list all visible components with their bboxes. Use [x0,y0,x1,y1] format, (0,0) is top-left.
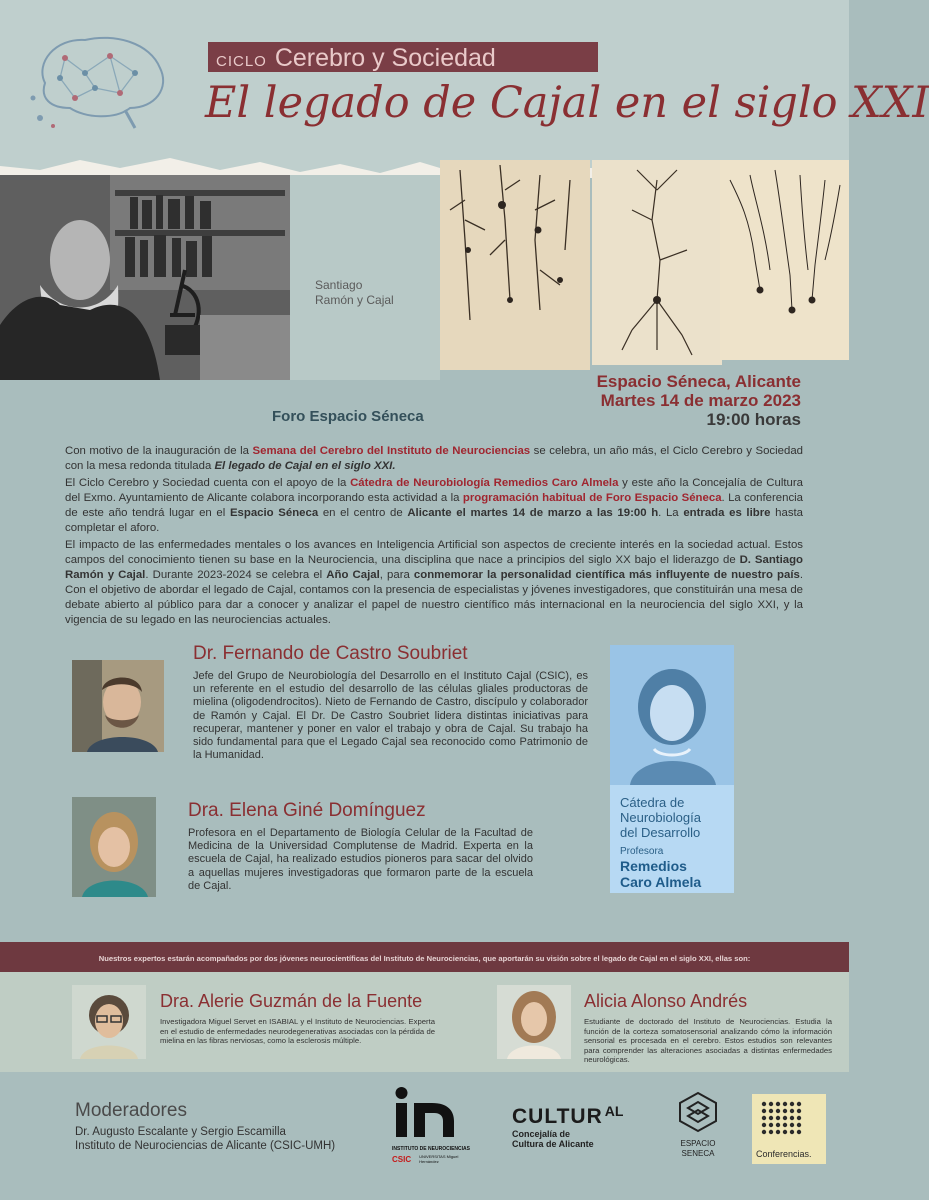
chair-title [620,795,701,840]
brain-network-icon [25,28,175,133]
chair-photo [610,645,734,785]
speaker-photo-fernando [72,660,164,752]
page-title: El legado de Cajal en el siglo XXI [205,78,929,128]
moderators-line-1: Dr. Augusto Escalante y Sergio Escamilla [75,1126,286,1138]
cultura-al: AL [604,1103,624,1119]
venue-date: Martes 14 de marzo 2023 [600,391,801,410]
in-logo-icon [392,1085,478,1139]
cycle-banner [208,42,598,72]
speaker-name-alerie: Dra. Alerie Guzmán de la Fuente [160,991,423,1011]
text-run: hasta completar el aforo. [65,507,804,534]
cycle-name: Cerebro y Sociedad [274,44,496,72]
speaker-photo-alicia [497,985,571,1059]
conferencias-text: Conferencias. [756,1149,812,1159]
cultura-sub [512,1129,642,1149]
event-venue [597,372,801,429]
text-bold: entrada es libre [683,507,771,519]
seneca-text-line: ESPACIO [680,1139,716,1148]
chair-person-first: Remedios [620,858,687,874]
chair-title-line: del Desarrollo [620,825,701,840]
espacio-seneca-logo [672,1090,724,1162]
text-emphasis: El legado de Cajal en el siglo XXI. [214,460,396,472]
seneca-text-line: SENECA [681,1149,715,1158]
cultura-sub-line: Concejalía de [512,1129,571,1139]
umh-logo-text: UNIVERSITAS Miguel Hernández [419,1154,459,1164]
announcement-text: Nuestros expertos estarán acompañados por dos jóvenes neurocientíficas del Instituto de Neurociencias, que aportarán su visión sobre el legado de Cajal en el siglo XXI, ellas son: [98,954,751,963]
chair-card [610,645,734,893]
forum-title: Foro Espacio Séneca [272,408,424,425]
speaker-name-fernando: Dr. Fernando de Castro Soubriet [193,643,468,664]
chair-role: Profesora [620,846,664,857]
text-bold: conmemorar la personalidad científica más influyente de nuestro país [413,569,800,581]
speaker-name-elena: Dra. Elena Giné Domínguez [188,800,426,821]
speaker-bio-alicia: Estudiante de doctorado del Instituto de Neurociencias. Estudia la función de la corteza somatosensorial analizando cómo la información sensorial es procesada en el cerebro. Estos estudios son relevantes para comprender las alteraciones asociadas a distintas enfermedades neurológicas. [584,1017,832,1065]
moderators-line-2: Instituto de Neurociencias de Alicante (CSIC-UMH) [75,1140,336,1152]
speaker-bio-elena: Profesora en el Departamento de Biología Celular de la Facultad de Medicina de la Universidad Complutense de Madrid. Experta en la escuela de Cajal, ha realizado estudios pioneros para sacar del olvido a aquellas mujeres investigadoras que formaron parte de la escuela de Cajal. [188,827,533,892]
chair-person [620,858,701,890]
intro-paragraph-3 [65,538,803,628]
intro-paragraph-1 [65,444,803,474]
caption-line-1: Santiago [315,278,363,292]
seneca-text [672,1139,724,1159]
cycle-prefix: CICLO [216,53,267,70]
speaker-bio-alerie: Investigadora Miguel Servet en ISABIAL y el Instituto de Neurociencias. Experta en el estudio de enfermedades neurodegenerativas asociadas con la pérdida de mielina en las fibras nerviosas, como la esclerosis múltiple. [160,1017,435,1046]
speaker-photo-alerie [72,985,146,1059]
text-bold: Espacio Séneca [229,507,319,519]
seneca-cube-icon [676,1090,720,1134]
neuron-drawing-2 [592,160,722,365]
photo-caption [315,278,425,308]
text-run: El impacto de las enfermedades mentales o los avances en Inteligencia Artificial son aspectos de creciente interés en la sociedad actual. Estos campos del conocimiento tienen su base en la Neurociencia, una disciplina que nace a principios del siglo XX bajo el liderazgo de [65,539,803,566]
text-run: se celebra, un año más, el Ciclo Cerebro y Sociedad con la mesa redonda titulada [65,445,803,472]
neuron-drawing-3 [720,160,849,360]
text-run: . La [658,507,684,519]
text-bold: Alicante el martes 14 de marzo a las 19:00 h [407,507,659,519]
cultura-word: CULTUR [512,1105,603,1128]
text-run: y este año la Concejalía de Cultura del Exmo. Ayuntamiento de Alicante colabora incorporando esta actividad a la [65,477,803,504]
in-logo-text: INSTITUTO DE NEUROCIENCIAS [392,1146,470,1152]
intro-paragraph-2 [65,476,803,536]
moderators-names [75,1125,335,1153]
cajal-portrait-photo [0,175,290,380]
speaker-bio-fernando: Jefe del Grupo de Neurobiología del Desarrollo en el Instituto Cajal (CSIC), es un referente en el estudio del desarrollo de las células gliales productoras de mielina (oligodendrocitos). Nieto de Fernando de Castro, discípulo y colaborador de Ramón y Cajal. El Dr. De Castro Soubriet lidera distintas iniciativas para recuperar, mantener y poner en valor el trabajo y obra de Cajal. Su trabajo ha sido fundamental para que el Legado Cajal sea reconocido como Patrimonio de la Humanidad. [193,670,588,762]
intro-text [65,444,803,630]
text-run: . La conferencia de este año tendrá lugar en el [65,492,804,519]
neuron-drawing-1 [440,160,590,370]
venue-time: 19:00 horas [706,410,801,429]
cultura-sub-line: Cultura de Alicante [512,1139,594,1149]
text-run: El Ciclo Cerebro y Sociedad cuenta con el apoyo de la [65,477,351,489]
text-bold: Año Cajal [326,569,380,581]
dot-grid-icon [752,1094,826,1144]
speaker-photo-elena [72,797,156,897]
chair-title-line: Cátedra de [620,795,685,810]
text-highlight: Semana del Cerebro del Instituto de Neurociencias [252,445,531,457]
speaker-name-alicia: Alicia Alonso Andrés [584,991,748,1011]
moderators-title: Moderadores [75,1100,187,1121]
text-highlight: programación habitual de Foro Espacio Séneca [462,492,722,504]
text-run: en el centro de [318,507,408,519]
text-highlight: Cátedra de Neurobiología Remedios Caro Almela [350,477,619,489]
venue-place: Espacio Séneca, Alicante [596,372,801,391]
instituto-neurociencias-logo [392,1085,478,1164]
text-run: . Durante 2023-2024 se celebra el [145,569,327,581]
text-bold: D. Santiago Ramón y Cajal [65,554,803,581]
conferencias-logo [752,1094,826,1164]
text-run: . Con el objetivo de abordar el legado de Cajal, contamos con la presencia de especialistas y jóvenes investigadores, que constituirán una mesa de debate abierto al público para dar a conocer y analizar el papel de nuestro científico más internacional en la neurociencia del siglo XXI, y la vigencia de su legado en las neurociencias actuales. [65,569,803,626]
caption-line-2: Ramón y Cajal [315,293,394,307]
chair-person-last: Caro Almela [620,874,702,890]
chair-title-line: Neurobiología [620,810,701,825]
text-run: , para [379,569,414,581]
text-run: Con motivo de la inauguración de la [65,445,253,457]
csic-logo-text: CSIC [392,1154,412,1164]
cultura-alicante-logo [512,1105,642,1165]
